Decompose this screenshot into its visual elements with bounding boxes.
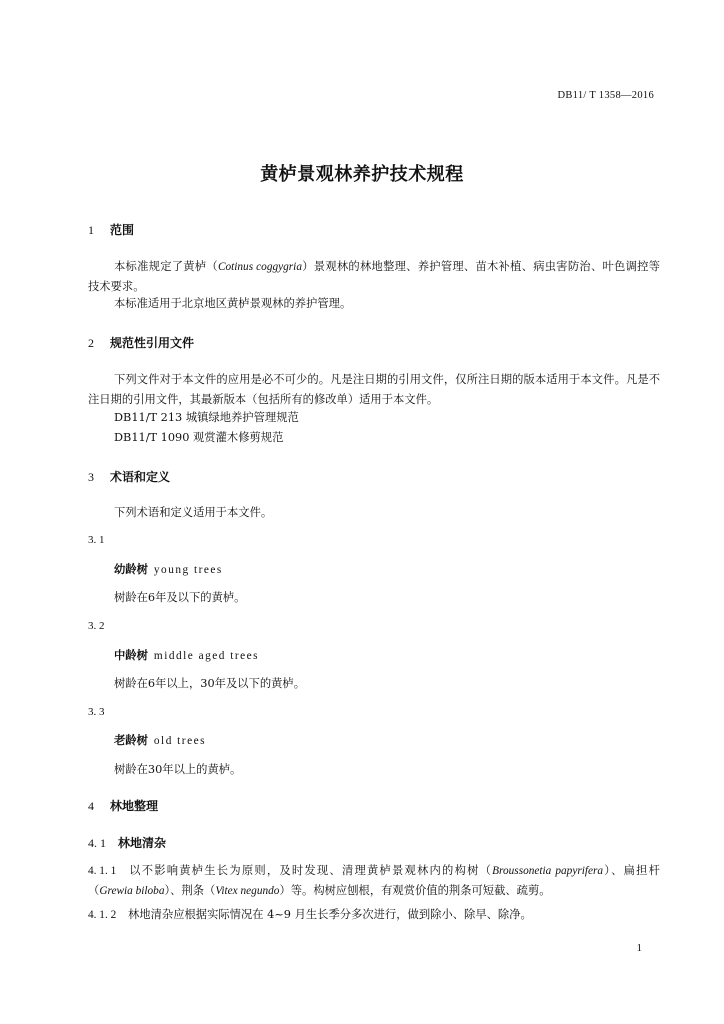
term-en: middle aged trees [153,650,260,662]
section-number: 1 [88,223,94,237]
clause-4-1-1 [88,861,660,901]
section-number: 2 [88,336,94,350]
term-en: old trees [153,735,206,747]
term-definition: 树龄在6年以上，30年及以下的黄栌。 [114,677,306,690]
page-number: 1 [636,942,642,954]
text-run: ）、荆条（ [164,884,216,897]
section-number: 3 [88,470,94,484]
section-3-intro: 下列术语和定义适用于本文件。 [114,506,273,519]
section-title: 规范性引用文件 [110,336,195,350]
clause-number: 4. 1. 1 [88,865,117,877]
clause-number: 4. 1. 2 [88,909,117,921]
reference-item: DB11/T 1090 观赏灌木修剪规范 [114,431,284,444]
section-3-heading [88,468,170,485]
subsection-heading [88,834,166,851]
term-title [114,647,259,663]
section-2-paragraph: 下列文件对于本文件的应用是必不可少的。凡是注日期的引用文件，仅所注日期的版本适用于本文件。凡是不注日期的引用文件，其最新版本（包括所有的修改单）适用于本文件。 [88,373,660,406]
section-title: 术语和定义 [110,470,171,484]
term-en: young trees [153,564,223,576]
term-title [114,561,223,577]
standard-code: DB11/ T 1358—2016 [557,90,654,101]
document-title: 黄栌景观林养护技术规程 [260,164,464,185]
text-run: ）、扁担杆（ [88,864,660,897]
text-run: 本标准规定了黄栌（ [114,260,218,273]
clause-4-1-2 [88,905,660,925]
section-title: 林地整理 [110,799,159,813]
section-1-paragraph-1 [88,257,660,297]
text-run: 以不影响黄栌生长为原则，及时发现、清理黄栌景观林内的构树（ [128,864,493,877]
term-title [114,732,206,748]
section-2-heading [88,334,194,351]
latin-name: Broussonetia papyrifera [492,865,604,877]
term-number: 3. 3 [88,706,105,718]
latin-name: Grewia biloba [99,885,165,897]
term-definition: 树龄在6年及以下的黄栌。 [114,591,246,604]
latin-name: Vitex negundo [215,885,280,897]
subsection-number: 4. 1 [88,836,106,850]
term-zh: 幼龄树 [114,563,148,576]
section-title: 范围 [110,223,135,237]
text-run: ）等。构树应刨根，有观赏价值的荆条可短截、疏剪。 [279,884,551,897]
latin-name: Cotinus coggygria [217,261,302,273]
term-definition: 树龄在30年以上的黄栌。 [114,763,242,776]
section-1-paragraph-2: 本标准适用于北京地区黄栌景观林的养护管理。 [114,297,352,310]
term-zh: 老龄树 [114,734,148,747]
term-number: 3. 1 [88,534,105,546]
text-run: 林地清杂应根据实际情况在 4~9 月生长季分多次进行，做到除小、除早、除净。 [128,908,532,921]
term-number: 3. 2 [88,620,105,632]
reference-item: DB11/T 213 城镇绿地养护管理规范 [114,411,299,424]
section-4-heading [88,797,158,814]
section-1-heading [88,221,134,238]
section-number: 4 [88,799,94,813]
subsection-title: 林地清杂 [118,836,167,850]
term-zh: 中龄树 [114,649,148,662]
text-run: ）景观林的林地整理、养护管理、苗木补植、病虫害防治、叶色调控等技术要求。 [88,260,660,293]
